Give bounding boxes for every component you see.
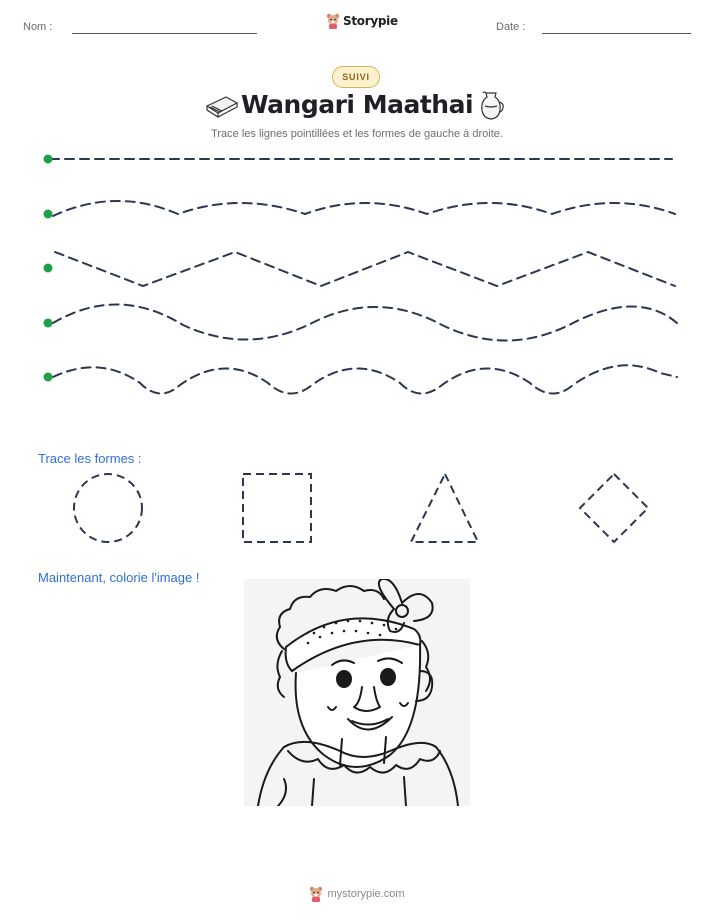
tracing-lines-area bbox=[0, 145, 714, 405]
tracing-line-tight-wave[interactable] bbox=[53, 365, 677, 393]
trace-diamond[interactable] bbox=[580, 474, 648, 542]
brand-name: Storypie bbox=[343, 14, 398, 28]
footer bbox=[0, 886, 714, 902]
tracing-line-zigzag[interactable] bbox=[55, 252, 675, 286]
bear-mascot-icon bbox=[309, 886, 323, 902]
coloring-image[interactable] bbox=[244, 579, 470, 806]
date-field-line[interactable] bbox=[542, 33, 691, 34]
jug-icon bbox=[477, 90, 505, 122]
trace-triangle[interactable] bbox=[411, 474, 478, 542]
bear-mascot-icon bbox=[326, 13, 340, 29]
tracing-line-gentle-wave[interactable] bbox=[53, 201, 675, 216]
woman-portrait-illustration bbox=[244, 579, 470, 806]
level-badge: SUIVI bbox=[332, 66, 380, 88]
name-field-line[interactable] bbox=[72, 33, 257, 34]
start-dot bbox=[44, 210, 53, 219]
tracing-line-wave[interactable] bbox=[53, 304, 677, 340]
trace-circle[interactable] bbox=[74, 474, 142, 542]
footer-website-link[interactable]: mystorypie.com bbox=[327, 888, 405, 900]
start-dot bbox=[44, 264, 53, 273]
coloring-section-label: Maintenant, colorie l'image ! bbox=[38, 570, 200, 585]
tracing-shapes-area bbox=[0, 468, 714, 550]
start-dot bbox=[44, 319, 53, 328]
date-label: Date : bbox=[496, 21, 526, 33]
page-title: Wangari Maathai bbox=[240, 90, 474, 119]
trace-square[interactable] bbox=[243, 474, 311, 542]
start-dot bbox=[44, 155, 53, 164]
brand-logo[interactable] bbox=[326, 13, 398, 29]
name-label: Nom : bbox=[23, 21, 53, 33]
instructions-text: Trace les lignes pointillées et les formes de gauche à droite. bbox=[211, 128, 503, 140]
start-dot bbox=[44, 373, 53, 382]
shapes-section-label: Trace les formes : bbox=[38, 451, 142, 466]
